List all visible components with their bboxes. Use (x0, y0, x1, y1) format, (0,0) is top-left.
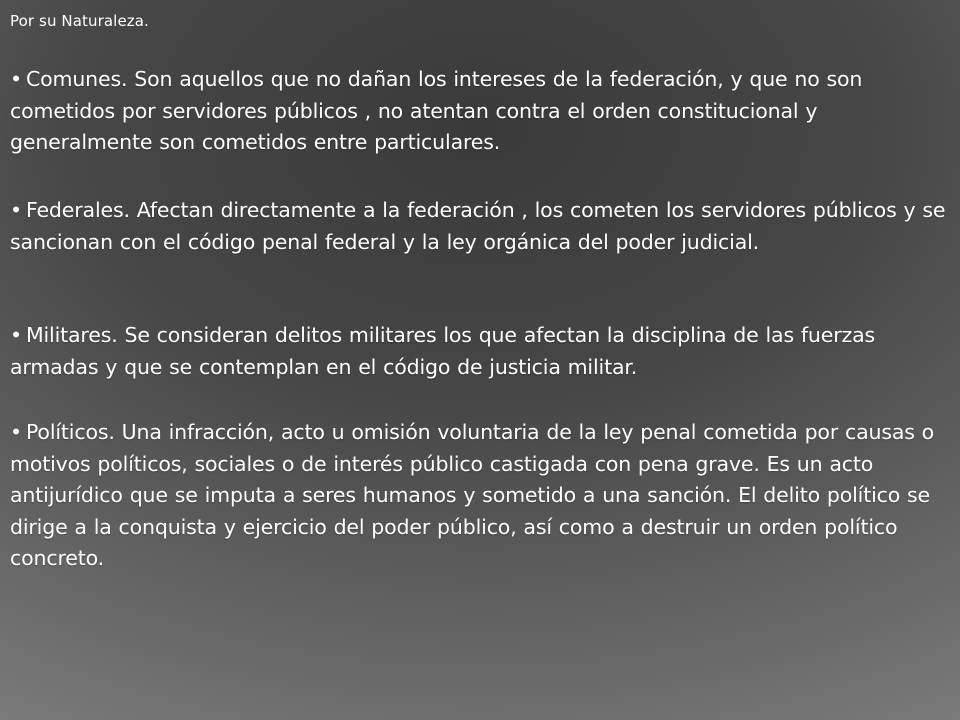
bullet-icon: • (10, 198, 22, 222)
bullet-icon: • (10, 323, 22, 347)
bullet-item-politicos (10, 417, 955, 575)
slide-content (10, 0, 955, 720)
bullet-icon: • (10, 420, 22, 444)
bullet-text: Federales. Afectan directamente a la federación , los cometen los servidores públicos y se sancionan con el código penal federal y la ley orgánica del poder judicial. (10, 198, 946, 254)
bullet-text: Militares. Se consideran delitos militares los que afectan la disciplina de las fuerzas armadas y que se contemplan en el código de justicia militar. (10, 323, 876, 379)
bullet-item-federales (10, 195, 955, 258)
bullet-text: Comunes. Son aquellos que no dañan los intereses de la federación, y que no son cometidos por servidores públicos , no atentan contra el orden constitucional y generalmente son cometidos entre particulares. (10, 67, 863, 155)
bullet-item-militares (10, 320, 955, 383)
bullet-item-comunes (10, 64, 955, 159)
bullet-icon: • (10, 67, 22, 91)
bullet-text: Políticos. Una infracción, acto u omisión voluntaria de la ley penal cometida por causas o motivos políticos, sociales o de interés público castigada con pena grave. Es un acto antijurídico que se imputa a seres humanos y sometido a una sanción. El delito político se dirige a la conquista y ejercicio del poder público, así como a destruir un orden político concreto. (10, 420, 935, 571)
slide-heading: Por su Naturaleza. (10, 12, 149, 30)
